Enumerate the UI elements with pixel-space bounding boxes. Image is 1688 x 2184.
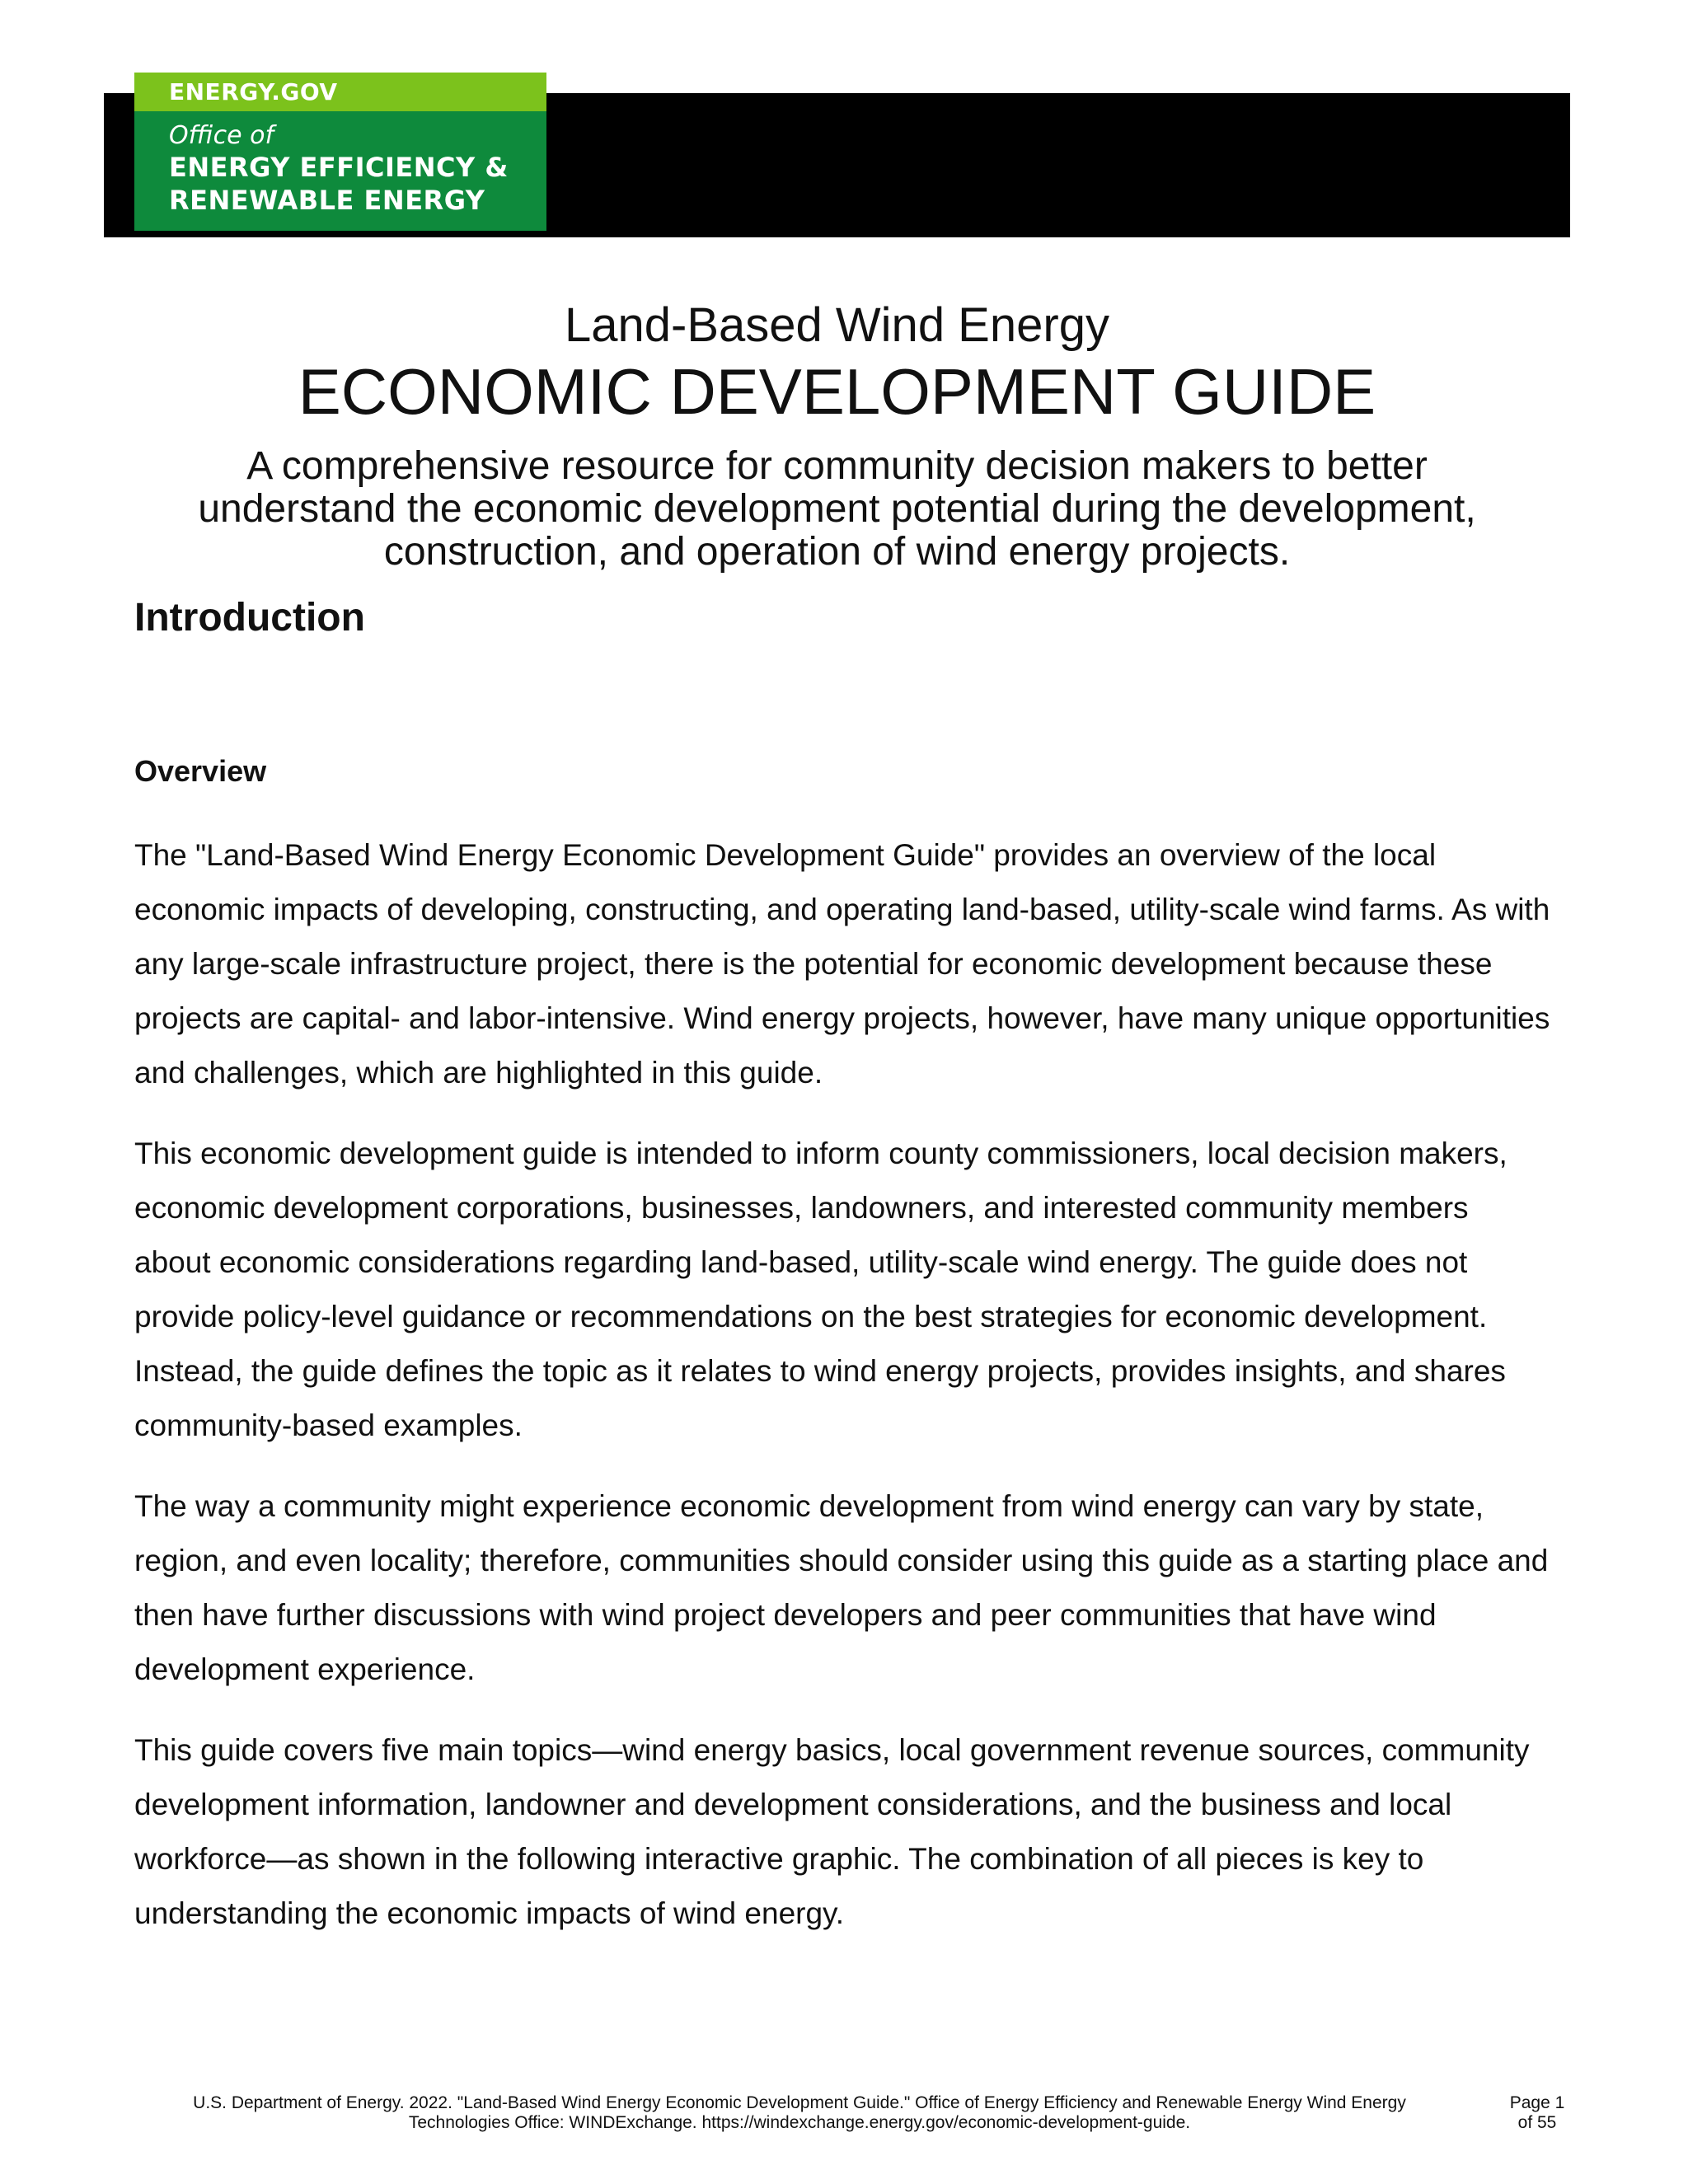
paragraph: This guide covers five main topics—wind energy basics, local government revenue sources, community development information, landowner and development considerations, and the business and local workforce—as shown in the following interactive graphic. The combination of all pieces is key to understanding the economic impacts of wind energy. (134, 1733, 1530, 1930)
body-text (134, 828, 1552, 1967)
paragraph: The way a community might experience economic development from wind energy can vary by state, region, and even locality; therefore, communities should consider using this guide as a starting place and then have further discussions with wind project developers and peer communities that have wind development experience. (134, 1489, 1549, 1686)
paragraph: This economic development guide is intended to inform county commissioners, local decision makers, economic development corporations, businesses, landowners, and interested community members about economic considerations regarding land-based, utility-scale wind energy. The guide does not provide policy-level guidance or recommendations on the best strategies for economic development. Instead, the guide defines the topic as it relates to wind energy projects, provides insights, and shares community-based examples. (134, 1137, 1507, 1442)
citation-line: U.S. Department of Energy. 2022. "Land-Based Wind Energy Economic Development Guide." Office of Energy Efficiency and Renewable Energy Wind Energy (193, 2093, 1406, 2112)
page-number (1504, 2093, 1570, 2133)
document-subtitle: Land-Based Wind Energy (565, 298, 1109, 352)
page-number-line: Page 1 (1509, 2093, 1565, 2112)
document-tagline (104, 445, 1570, 574)
title-block (104, 297, 1570, 574)
overview-heading: Overview (134, 754, 267, 788)
tagline-line: understand the economic development potential during the development, (198, 487, 1476, 531)
logo-energy-gov: ENERGY.GOV (134, 73, 546, 111)
logo-line-renewable: RENEWABLE ENERGY (169, 185, 485, 216)
energy-gov-logo[interactable] (134, 73, 546, 231)
tagline-line: construction, and operation of wind energy projects. (383, 530, 1291, 574)
logo-office-block (134, 111, 546, 231)
logo-office-of: Office of (169, 121, 274, 150)
citation-line: Technologies Office: WINDExchange. https://windexchange.energy.gov/economic-development-guide. (408, 2113, 1191, 2132)
page-number-line: of 55 (1517, 2113, 1557, 2132)
tagline-line: A comprehensive resource for community decision makers to better (246, 444, 1428, 488)
introduction-heading: Introduction (134, 596, 365, 640)
footer-citation (115, 2093, 1484, 2133)
paragraph: The "Land-Based Wind Energy Economic Development Guide" provides an overview of the local economic impacts of developing, constructing, and operating land-based, utility-scale wind farms. As with any large-scale infrastructure project, there is the potential for economic development because these projects are capital- and labor-intensive. Wind energy projects, however, have many unique opportunities and challenges, which are highlighted in this guide. (134, 838, 1550, 1090)
logo-line-efficiency: ENERGY EFFICIENCY & (169, 152, 509, 183)
document-title: ECONOMIC DEVELOPMENT GUIDE (298, 355, 1376, 428)
